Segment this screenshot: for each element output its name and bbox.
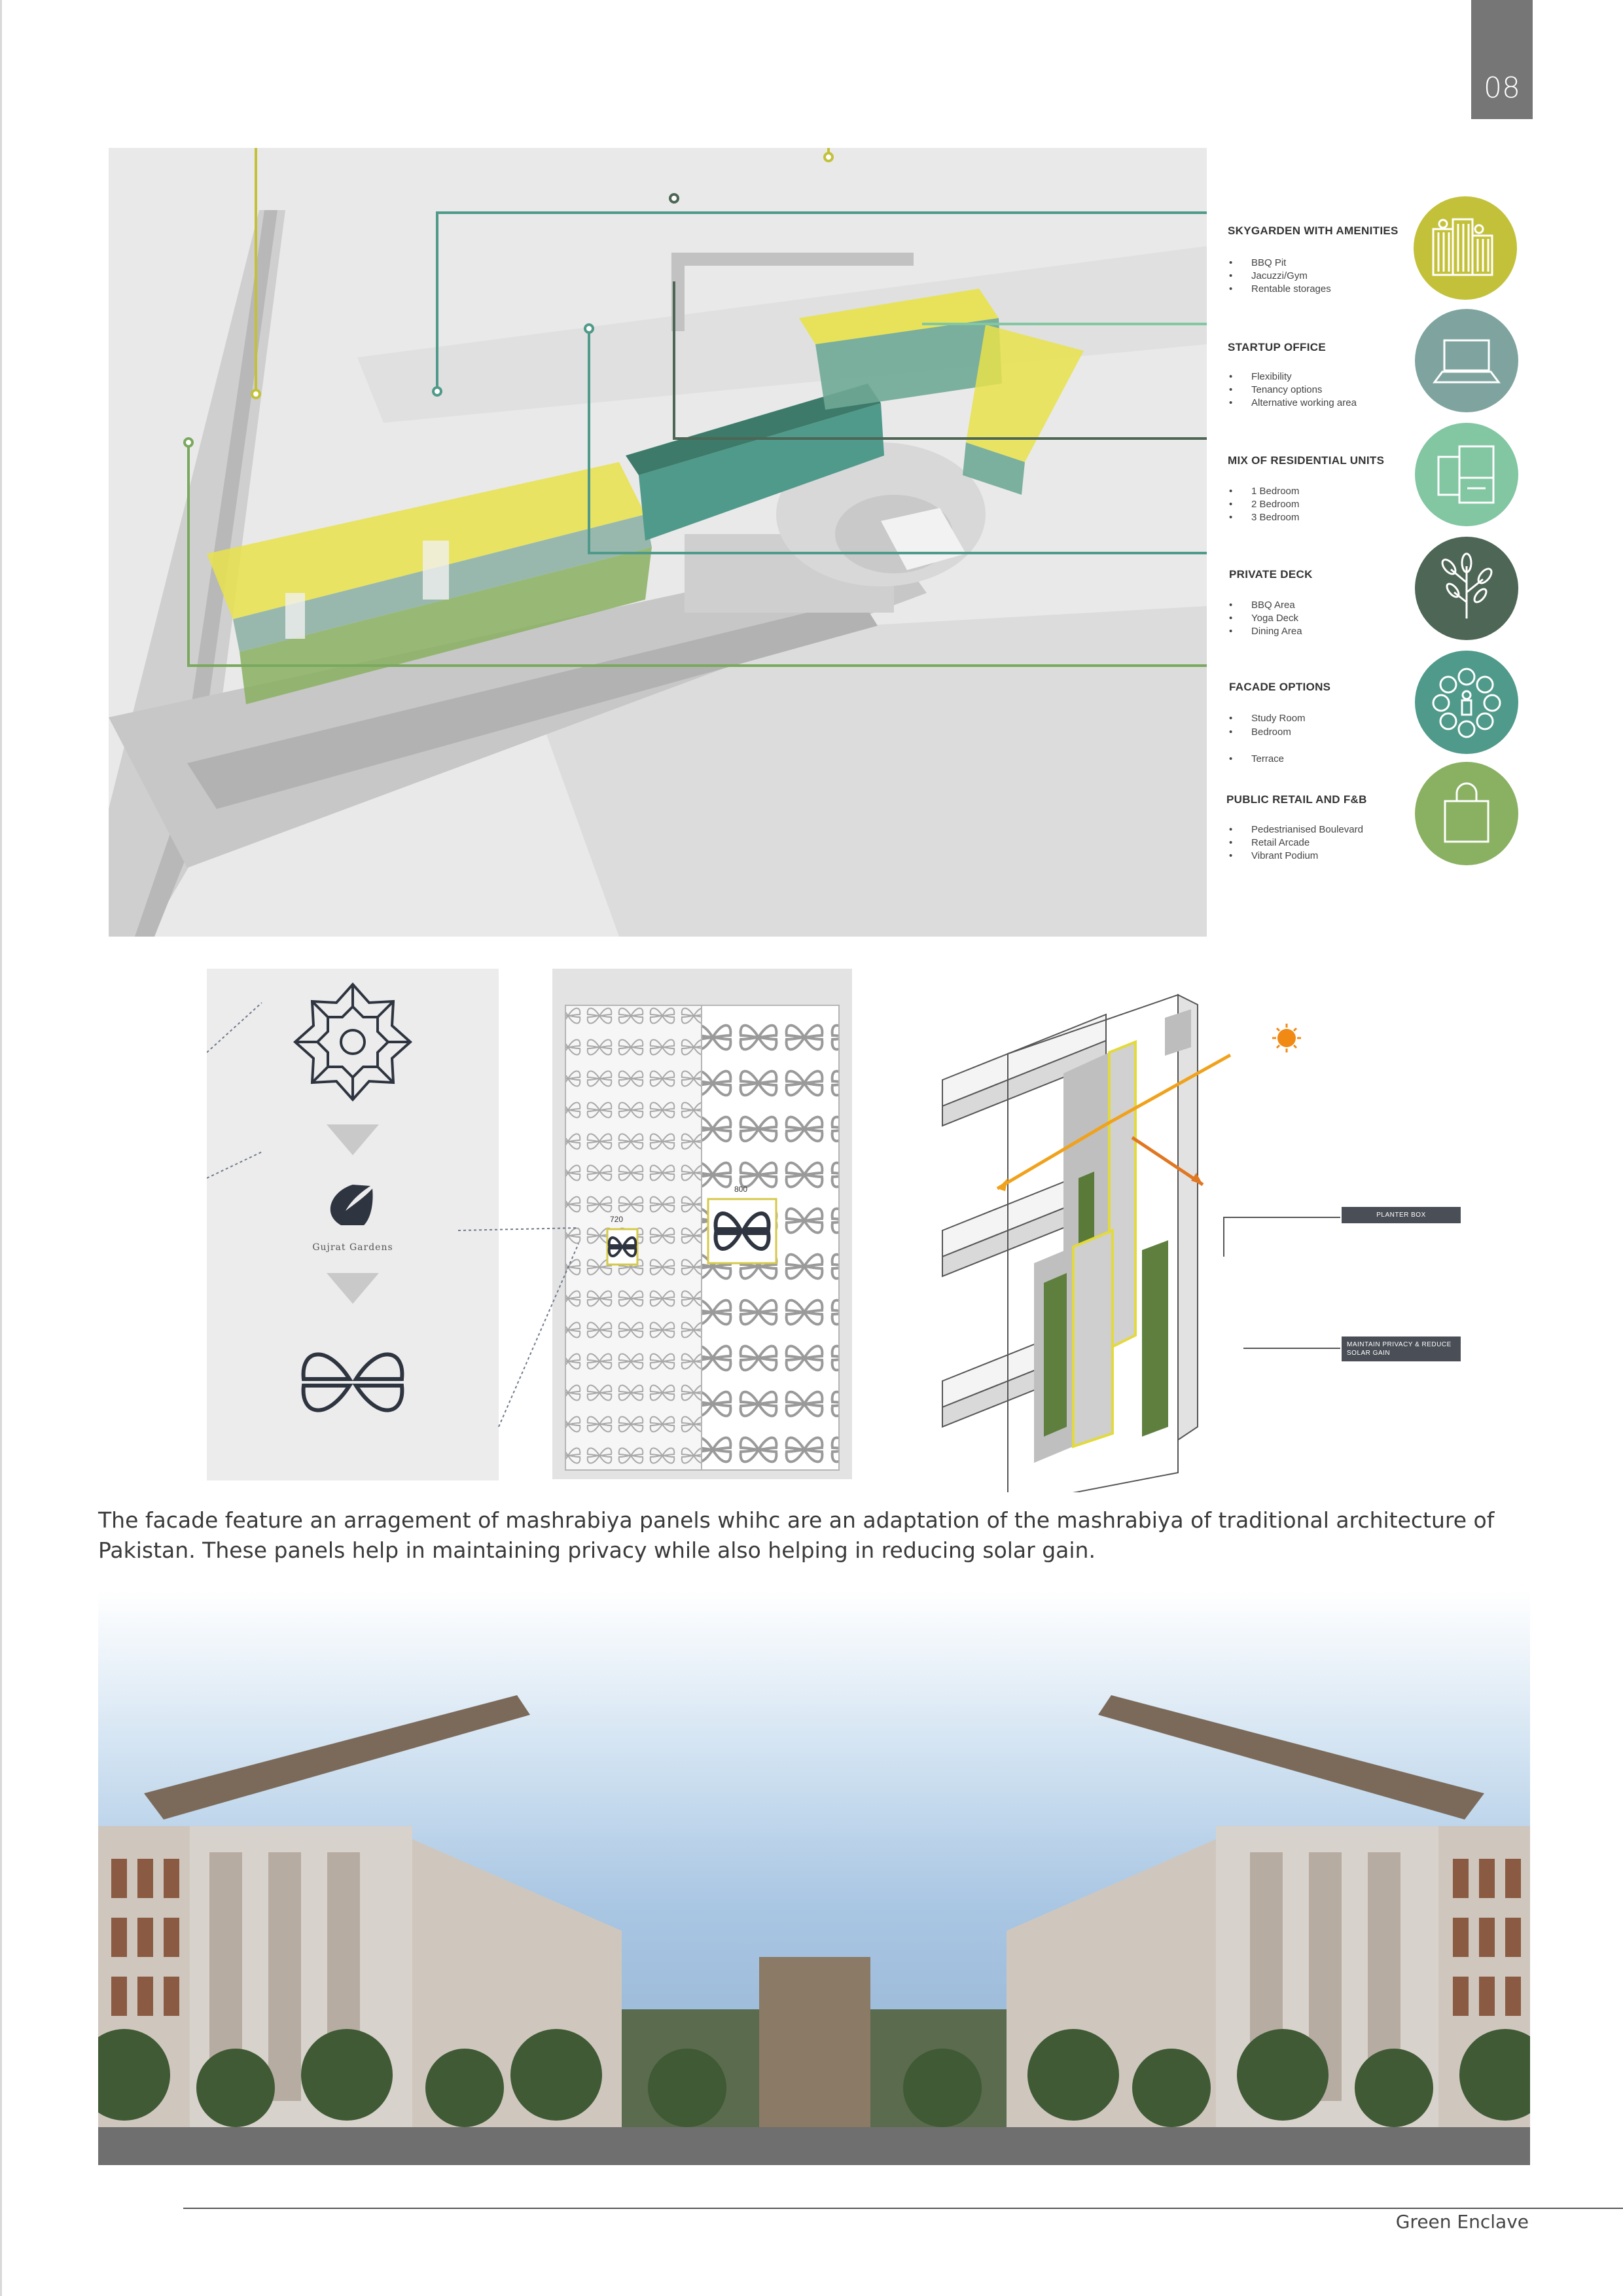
floor-plan-icon — [1415, 423, 1518, 526]
feature-title-startup: STARTUP OFFICE — [1228, 341, 1326, 353]
building-render-drawing — [98, 1590, 1530, 2165]
feature-item: • BBQ Area — [1228, 599, 1302, 612]
feature-item: • 2 Bedroom — [1228, 498, 1299, 511]
feature-item: • Flexibility — [1228, 370, 1357, 384]
feature-item: • Jacuzzi/Gym — [1228, 270, 1331, 283]
feature-item: • BBQ Pit — [1228, 257, 1331, 270]
building-render — [98, 1590, 1530, 2165]
facade-description: The facade feature an arragement of mashrabiya panels whihc are an adaptation of the mashrabiya of traditional architecture of Pakistan. These panels help in maintaining privacy while also helping in reducing solar gain. — [98, 1507, 1495, 1563]
people-circle-icon — [1415, 651, 1518, 754]
feature-item: • Dining Area — [1228, 625, 1302, 638]
feature-item: • Terrace — [1228, 752, 1306, 766]
dimension-width-large: 800 — [734, 1185, 748, 1194]
feature-list-skygarden — [1228, 257, 1331, 296]
skyscraper-garden-icon — [1414, 196, 1517, 300]
sun-icon — [1272, 1024, 1301, 1052]
feature-item: • Pedestrianised Boulevard — [1228, 823, 1363, 836]
laptop-icon — [1415, 309, 1518, 412]
feature-list-startup — [1228, 370, 1357, 410]
feature-item: • Yoga Deck — [1228, 612, 1302, 625]
feature-list-deck — [1228, 599, 1302, 638]
footer-project-name: Green Enclave — [1395, 2211, 1529, 2233]
feature-item: • Tenancy options — [1228, 384, 1357, 397]
feature-item: • Vibrant Podium — [1228, 850, 1363, 863]
dimension-width-small: 720 — [610, 1215, 624, 1224]
footer-line — [183, 2208, 1623, 2209]
planter-box-label: PLANTER BOX — [1342, 1207, 1461, 1223]
feature-title-residential: MIX OF RESIDENTIAL UNITS — [1228, 454, 1385, 467]
aerial-site-diagram — [109, 148, 1207, 937]
tree-icon — [1415, 537, 1518, 640]
page-number-tab — [1471, 0, 1533, 119]
feature-title-skygarden: SKYGARDEN WITH AMENITIES — [1228, 224, 1399, 237]
page-edge-line — [0, 0, 2, 2296]
privacy-label: MAINTAIN PRIVACY & REDUCE SOLAR GAIN — [1342, 1336, 1461, 1361]
feature-item: • Study Room — [1228, 711, 1306, 725]
feature-list-facade — [1228, 711, 1306, 766]
feature-item: • Rentable storages — [1228, 283, 1331, 296]
callout-leader-lines — [109, 148, 1207, 937]
feature-title-facade: FACADE OPTIONS — [1229, 681, 1331, 693]
feature-list-residential — [1228, 485, 1299, 524]
facade-isometric-diagram — [916, 982, 1479, 1492]
feature-item: • Alternative working area — [1228, 397, 1357, 410]
feature-item: • 1 Bedroom — [1228, 485, 1299, 498]
feature-item: • 3 Bedroom — [1228, 511, 1299, 524]
feature-item: • Bedroom — [1228, 725, 1306, 739]
facade-isometric-drawing — [916, 982, 1479, 1492]
page-number: 08 — [1484, 71, 1520, 105]
feature-list-retail — [1228, 823, 1363, 863]
feature-item: • Retail Arcade — [1228, 836, 1363, 850]
shopping-bag-icon — [1415, 762, 1518, 865]
feature-title-deck: PRIVATE DECK — [1229, 568, 1313, 581]
gujrat-gardens-logo-text: Gujrat Gardens — [312, 1242, 393, 1253]
feature-title-retail: PUBLIC RETAIL AND F&B — [1226, 793, 1367, 806]
